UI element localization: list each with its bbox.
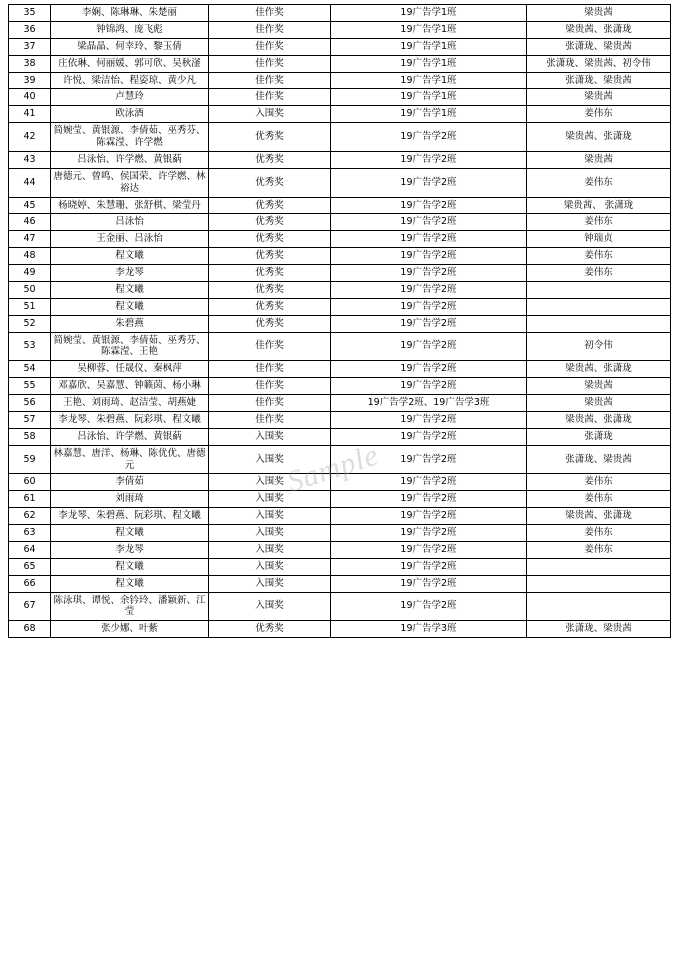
cell-advisor: 梁贵茜 (527, 151, 671, 168)
cell-advisor: 姜伟东 (527, 525, 671, 542)
cell-award: 优秀奖 (209, 197, 331, 214)
cell-name: 王金丽、吕泳怡 (51, 231, 209, 248)
cell-advisor: 姜伟东 (527, 265, 671, 282)
cell-advisor: 梁贵茜、张潇珑 (527, 21, 671, 38)
cell-no: 64 (9, 541, 51, 558)
cell-class: 19广告学2班 (331, 508, 527, 525)
cell-no: 56 (9, 395, 51, 412)
cell-name: 许悦、梁洁怡、程姿琼、黄少凡 (51, 72, 209, 89)
cell-advisor: 张潇珑、梁贵茜 (527, 38, 671, 55)
cell-name: 卢慧玲 (51, 89, 209, 106)
cell-name: 林嘉慧、唐洋、杨琳、陈优优、唐德元 (51, 445, 209, 474)
cell-no: 60 (9, 474, 51, 491)
cell-no: 38 (9, 55, 51, 72)
cell-name: 邓嘉欣、吴嘉慧、钟籁茵、杨小琳 (51, 378, 209, 395)
table-row (9, 89, 671, 106)
cell-no: 50 (9, 281, 51, 298)
cell-advisor: 姜伟东 (527, 106, 671, 123)
cell-award: 入围奖 (209, 541, 331, 558)
table-row (9, 106, 671, 123)
table-row (9, 72, 671, 89)
cell-name: 程文曦 (51, 281, 209, 298)
cell-award: 优秀奖 (209, 621, 331, 638)
cell-no: 39 (9, 72, 51, 89)
cell-award: 优秀奖 (209, 168, 331, 197)
cell-name: 李龙琴、朱碧燕、阮彩琪、程文曦 (51, 508, 209, 525)
cell-advisor: 梁贵茜、张潇珑 (527, 123, 671, 152)
cell-name: 梁晶晶、何幸玲、黎玉倩 (51, 38, 209, 55)
cell-award: 佳作奖 (209, 5, 331, 22)
cell-no: 53 (9, 332, 51, 361)
cell-advisor (527, 592, 671, 621)
cell-no: 42 (9, 123, 51, 152)
cell-class: 19广告学1班 (331, 72, 527, 89)
cell-award: 佳作奖 (209, 72, 331, 89)
cell-advisor: 张潇珑 (527, 428, 671, 445)
cell-advisor: 梁贵茜 (527, 89, 671, 106)
cell-advisor: 张潇珑、梁贵茜 (527, 445, 671, 474)
table-row (9, 231, 671, 248)
table-row (9, 5, 671, 22)
cell-name: 吕泳怡 (51, 214, 209, 231)
cell-no: 44 (9, 168, 51, 197)
cell-no: 35 (9, 5, 51, 22)
cell-no: 67 (9, 592, 51, 621)
cell-no: 61 (9, 491, 51, 508)
cell-award: 优秀奖 (209, 298, 331, 315)
cell-name: 简婉莹、黄银源、李倩茹、巫秀芬、陈霖滢、许学燃 (51, 123, 209, 152)
cell-name: 程文曦 (51, 525, 209, 542)
table-row (9, 248, 671, 265)
table-row (9, 21, 671, 38)
cell-class: 19广告学2班 (331, 474, 527, 491)
table-row (9, 123, 671, 152)
cell-advisor (527, 281, 671, 298)
cell-advisor (527, 575, 671, 592)
cell-no: 59 (9, 445, 51, 474)
cell-no: 36 (9, 21, 51, 38)
cell-advisor: 张潇珑、梁贵茜 (527, 72, 671, 89)
cell-class: 19广告学2班 (331, 525, 527, 542)
table-row (9, 445, 671, 474)
cell-award: 入围奖 (209, 592, 331, 621)
table-row (9, 378, 671, 395)
cell-advisor: 张潇珑、梁贵茜、初令伟 (527, 55, 671, 72)
cell-award: 佳作奖 (209, 38, 331, 55)
cell-class: 19广告学2班 (331, 428, 527, 445)
table-row (9, 525, 671, 542)
table-row (9, 395, 671, 412)
table-row (9, 558, 671, 575)
cell-award: 优秀奖 (209, 214, 331, 231)
cell-no: 57 (9, 411, 51, 428)
table-row (9, 621, 671, 638)
cell-class: 19广告学2班 (331, 315, 527, 332)
cell-award: 优秀奖 (209, 123, 331, 152)
award-list-table (8, 4, 671, 638)
cell-award: 入围奖 (209, 508, 331, 525)
cell-class: 19广告学1班 (331, 89, 527, 106)
cell-class: 19广告学2班 (331, 558, 527, 575)
cell-award: 入围奖 (209, 106, 331, 123)
table-row (9, 575, 671, 592)
cell-name: 欧泳酒 (51, 106, 209, 123)
cell-advisor: 姜伟东 (527, 214, 671, 231)
cell-no: 47 (9, 231, 51, 248)
cell-no: 58 (9, 428, 51, 445)
cell-name: 李龙琴 (51, 541, 209, 558)
cell-award: 入围奖 (209, 525, 331, 542)
cell-advisor: 姜伟东 (527, 248, 671, 265)
cell-no: 62 (9, 508, 51, 525)
cell-award: 佳作奖 (209, 55, 331, 72)
cell-class: 19广告学2班 (331, 592, 527, 621)
cell-award: 入围奖 (209, 575, 331, 592)
cell-name: 唐德元、曾鸣、侯国荣、许学燃、林裕达 (51, 168, 209, 197)
cell-name: 陈泳琪、谭悦、余钤玲、潘颖新、江莹 (51, 592, 209, 621)
cell-class: 19广告学2班 (331, 231, 527, 248)
cell-class: 19广告学2班 (331, 214, 527, 231)
table-body (9, 5, 671, 638)
cell-advisor: 梁贵茜、 张潇珑 (527, 197, 671, 214)
cell-name: 李龙琴 (51, 265, 209, 282)
table-row (9, 197, 671, 214)
cell-award: 优秀奖 (209, 315, 331, 332)
table-row (9, 151, 671, 168)
cell-advisor: 梁贵茜、张潇珑 (527, 508, 671, 525)
cell-advisor: 姜伟东 (527, 474, 671, 491)
cell-name: 庄依琳、何丽媛、郭可欣、吴秋滏 (51, 55, 209, 72)
cell-class: 19广告学2班 (331, 265, 527, 282)
cell-class: 19广告学2班 (331, 445, 527, 474)
cell-class: 19广告学2班 (331, 151, 527, 168)
cell-advisor: 张潇珑、梁贵茜 (527, 621, 671, 638)
cell-name: 张少娜、叶紫 (51, 621, 209, 638)
cell-no: 48 (9, 248, 51, 265)
table-row (9, 491, 671, 508)
cell-award: 佳作奖 (209, 21, 331, 38)
cell-class: 19广告学2班 (331, 197, 527, 214)
cell-class: 19广告学2班 (331, 248, 527, 265)
cell-no: 41 (9, 106, 51, 123)
cell-advisor: 姜伟东 (527, 541, 671, 558)
cell-class: 19广告学1班 (331, 55, 527, 72)
table-row (9, 38, 671, 55)
cell-award: 入围奖 (209, 445, 331, 474)
cell-class: 19广告学2班 (331, 123, 527, 152)
cell-advisor: 梁贵茜、张潇珑 (527, 411, 671, 428)
cell-advisor: 梁贵茜 (527, 378, 671, 395)
cell-class: 19广告学1班 (331, 38, 527, 55)
cell-award: 优秀奖 (209, 248, 331, 265)
table-row (9, 541, 671, 558)
cell-class: 19广告学2班 (331, 298, 527, 315)
cell-no: 68 (9, 621, 51, 638)
cell-advisor: 姜伟东 (527, 168, 671, 197)
cell-class: 19广告学3班 (331, 621, 527, 638)
cell-no: 55 (9, 378, 51, 395)
cell-class: 19广告学2班 (331, 541, 527, 558)
cell-award: 入围奖 (209, 558, 331, 575)
cell-name: 吴柳蓉、任晟仪、秦枫萍 (51, 361, 209, 378)
cell-no: 63 (9, 525, 51, 542)
cell-advisor: 初令伟 (527, 332, 671, 361)
cell-name: 程文曦 (51, 298, 209, 315)
cell-name: 简婉莹、黄银源、李倩茹、巫秀芬、陈霖滢、王艳 (51, 332, 209, 361)
cell-no: 46 (9, 214, 51, 231)
cell-class: 19广告学2班 (331, 378, 527, 395)
cell-name: 王艳、刘雨琦、赵洁莹、胡燕婕 (51, 395, 209, 412)
cell-no: 45 (9, 197, 51, 214)
cell-no: 37 (9, 38, 51, 55)
cell-name: 程文曦 (51, 248, 209, 265)
cell-no: 49 (9, 265, 51, 282)
cell-no: 43 (9, 151, 51, 168)
cell-class: 19广告学2班 (331, 411, 527, 428)
cell-name: 钟锦鸿、庞飞彪 (51, 21, 209, 38)
cell-no: 54 (9, 361, 51, 378)
cell-class: 19广告学2班 (331, 491, 527, 508)
table-row (9, 508, 671, 525)
cell-award: 佳作奖 (209, 361, 331, 378)
cell-no: 51 (9, 298, 51, 315)
cell-award: 优秀奖 (209, 231, 331, 248)
cell-class: 19广告学1班 (331, 5, 527, 22)
table-row (9, 361, 671, 378)
cell-class: 19广告学1班 (331, 106, 527, 123)
cell-award: 佳作奖 (209, 395, 331, 412)
cell-award: 佳作奖 (209, 411, 331, 428)
cell-award: 优秀奖 (209, 265, 331, 282)
cell-award: 优秀奖 (209, 151, 331, 168)
cell-class: 19广告学2班、19广告学3班 (331, 395, 527, 412)
cell-name: 李龙琴、朱碧燕、阮彩琪、程文曦 (51, 411, 209, 428)
cell-class: 19广告学2班 (331, 281, 527, 298)
cell-class: 19广告学2班 (331, 332, 527, 361)
cell-name: 程文曦 (51, 558, 209, 575)
cell-advisor: 钟瑞贞 (527, 231, 671, 248)
table-row (9, 55, 671, 72)
cell-class: 19广告学2班 (331, 575, 527, 592)
table-row (9, 592, 671, 621)
cell-advisor (527, 315, 671, 332)
cell-no: 66 (9, 575, 51, 592)
cell-class: 19广告学1班 (331, 21, 527, 38)
table-row (9, 428, 671, 445)
table-row (9, 332, 671, 361)
cell-name: 刘雨琦 (51, 491, 209, 508)
cell-no: 40 (9, 89, 51, 106)
cell-award: 入围奖 (209, 428, 331, 445)
cell-class: 19广告学2班 (331, 361, 527, 378)
cell-name: 吕泳怡、许学燃、黄银蒳 (51, 428, 209, 445)
table-row (9, 315, 671, 332)
cell-advisor: 梁贵茜 (527, 5, 671, 22)
cell-advisor: 梁贵茜、张潇珑 (527, 361, 671, 378)
cell-award: 佳作奖 (209, 378, 331, 395)
cell-no: 65 (9, 558, 51, 575)
watermark-sample: Sample (283, 438, 383, 499)
table-row (9, 265, 671, 282)
cell-name: 李倩茹 (51, 474, 209, 491)
cell-name: 朱碧燕 (51, 315, 209, 332)
cell-award: 佳作奖 (209, 89, 331, 106)
cell-class: 19广告学2班 (331, 168, 527, 197)
cell-advisor (527, 558, 671, 575)
cell-award: 入围奖 (209, 474, 331, 491)
cell-advisor (527, 298, 671, 315)
table-row (9, 281, 671, 298)
cell-name: 杨晓婷、朱慧珊、张舒棋、梁莹丹 (51, 197, 209, 214)
table-row (9, 214, 671, 231)
cell-advisor: 梁贵茜 (527, 395, 671, 412)
cell-award: 入围奖 (209, 491, 331, 508)
table-row (9, 474, 671, 491)
cell-award: 佳作奖 (209, 332, 331, 361)
cell-name: 吕泳怡、许学燃、黄银蒳 (51, 151, 209, 168)
table-row (9, 411, 671, 428)
cell-advisor: 姜伟东 (527, 491, 671, 508)
cell-name: 李娴、陈琳琳、朱楚丽 (51, 5, 209, 22)
cell-no: 52 (9, 315, 51, 332)
cell-award: 优秀奖 (209, 281, 331, 298)
table-row (9, 168, 671, 197)
cell-name: 程文曦 (51, 575, 209, 592)
table-row (9, 298, 671, 315)
